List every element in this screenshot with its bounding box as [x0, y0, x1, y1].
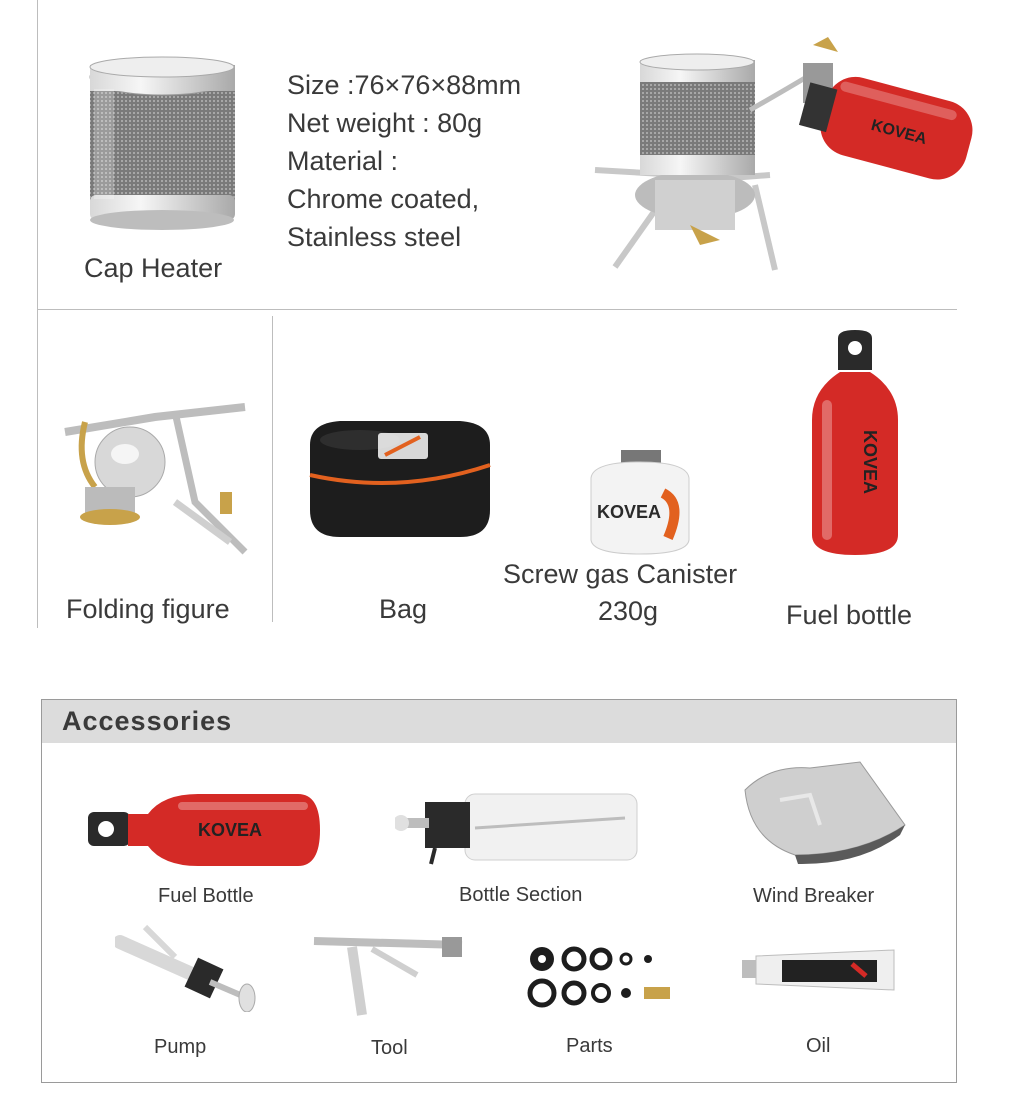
- accessory-pump-label: Pump: [154, 1036, 207, 1058]
- fuel-bottle-image: [810, 330, 900, 560]
- spec-material-2: Stainless steel: [287, 222, 462, 252]
- bag-label: Bag: [379, 594, 428, 624]
- accessory-fuel-bottle-image: [88, 790, 323, 870]
- accessory-pump-image: [115, 922, 260, 1012]
- canister-brand-text: KOVEA: [597, 502, 662, 522]
- accessories-header: [42, 700, 956, 743]
- accessory-fuel-bottle-label: Fuel Bottle: [158, 885, 254, 907]
- accessory-tool-image: [312, 935, 467, 1020]
- spec-material: Material :: [287, 146, 399, 176]
- accessory-wind-breaker-label: Wind Breaker: [753, 885, 875, 907]
- stove-assembly-image: [585, 35, 985, 285]
- cap-heater-label: Cap Heater: [84, 253, 223, 283]
- accessory-oil-image: [742, 946, 900, 994]
- spec-size: Size :76×76×88mm: [287, 70, 522, 100]
- spec-weight: Net weight : 80g: [287, 108, 483, 138]
- accessory-bottle-brand-text: KOVEA: [198, 820, 263, 840]
- accessory-wind-breaker-image: [740, 760, 910, 870]
- horizontal-divider: [37, 309, 957, 310]
- canister-label-2: 230g: [598, 596, 659, 626]
- gas-canister-image: [583, 448, 698, 558]
- fuel-bottle-label: Fuel bottle: [786, 600, 913, 630]
- folding-figure-image: [55, 392, 255, 572]
- accessory-oil-label: Oil: [806, 1035, 831, 1057]
- cap-heater-image: [80, 55, 245, 235]
- accessory-parts-image: [526, 945, 676, 1010]
- folding-figure-label: Folding figure: [66, 594, 230, 624]
- vertical-divider-mid: [272, 316, 273, 622]
- vertical-divider-top: [37, 0, 38, 310]
- vertical-divider-left: [37, 310, 38, 628]
- fuel-bottle-brand-text: KOVEA: [860, 430, 880, 495]
- spec-material-1: Chrome coated,: [287, 184, 480, 214]
- accessories-title: Accessories: [62, 706, 233, 736]
- accessory-bottle-section-image: [395, 788, 640, 868]
- canister-label-1: Screw gas Canister: [503, 559, 738, 589]
- cap-heater-specs: [287, 66, 521, 256]
- bottle-brand-text: KOVEA: [869, 116, 929, 149]
- accessory-bottle-section-label: Bottle Section: [459, 884, 583, 906]
- accessory-parts-label: Parts: [566, 1035, 613, 1057]
- accessory-tool-label: Tool: [371, 1037, 408, 1059]
- bag-image: [300, 415, 495, 545]
